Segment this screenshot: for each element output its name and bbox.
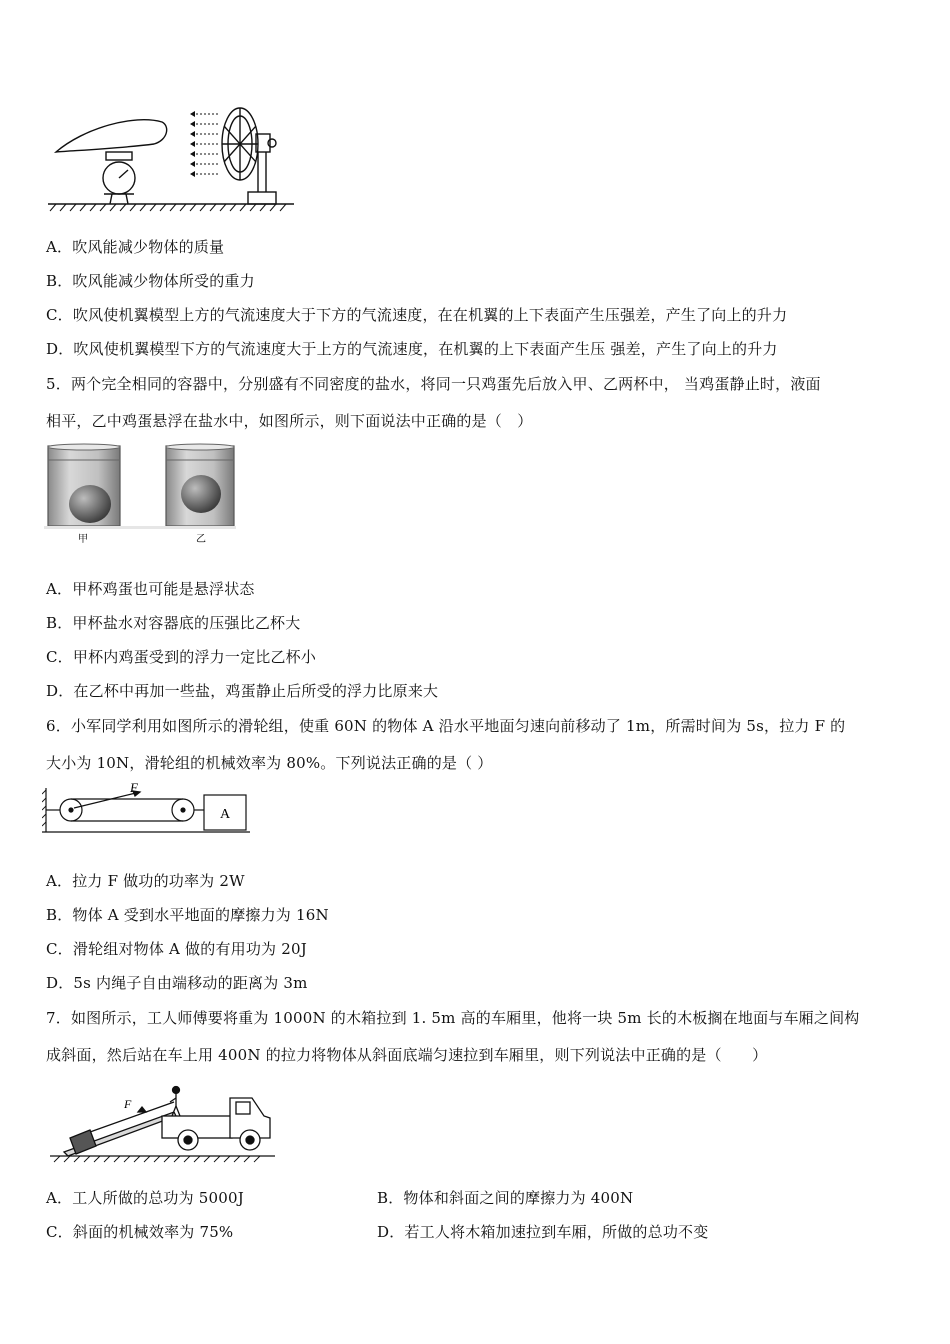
pulley-force-label: F — [130, 782, 138, 795]
q6-option-a: A．拉力 F 做功的功率为 2W — [46, 872, 245, 890]
q5-option-a: A．甲杯鸡蛋也可能是悬浮状态 — [46, 580, 255, 598]
q5-stem-line1: 5．两个完全相同的容器中，分别盛有不同密度的盐水，将同一只鸡蛋先后放入甲、乙两杯中， 当鸡蛋静止时，液面 — [46, 375, 821, 393]
q6-stem-line1: 6．小军同学利用如图所示的滑轮组，使重 60N 的物体 A 沿水平地面匀速向前移动了 1m，所需时间为 5s，拉力 F 的 — [46, 717, 846, 735]
beakers-egg-figure — [44, 442, 239, 547]
q7-stem-line1: 7．如图所示，工人师傅要将重为 1000N 的木箱拉到 1. 5m 高的车厢里，他将一块 5m 长的木板搁在地面与车厢之间构 — [46, 1009, 860, 1027]
q6-option-d: D．5s 内绳子自由端移动的距离为 3m — [46, 974, 308, 992]
q6-option-c: C．滑轮组对物体 A 做的有用功为 20J — [46, 940, 307, 958]
q6-stem-line2: 大小为 10N，滑轮组的机械效率为 80%。下列说法正确的是（ ） — [46, 754, 493, 772]
q4-option-d: D．吹风使机翼模型下方的气流速度大于上方的气流速度，在机翼的上下表面产生压 强差，产生了向上的升力 — [46, 340, 778, 358]
q7-stem-line2: 成斜面，然后站在车上用 400N 的拉力将物体从斜面底端匀速拉到车厢里，则下列说法中正确的是（ ） — [46, 1046, 768, 1064]
q7-option-b: B．物体和斜面之间的摩擦力为 400N — [377, 1189, 634, 1207]
beaker-label-jia: 甲 — [78, 534, 88, 545]
q7-option-a: A．工人所做的总功为 5000J — [46, 1189, 244, 1207]
q5-option-d: D．在乙杯中再加一些盐，鸡蛋静止后所受的浮力比原来大 — [46, 682, 439, 700]
beaker-yi — [166, 444, 234, 526]
q5-option-c: C．甲杯内鸡蛋受到的浮力一定比乙杯小 — [46, 648, 317, 666]
pulley-figure — [42, 782, 252, 837]
ramp-truck-figure — [50, 1080, 280, 1164]
ramp-force-label: F — [124, 1097, 132, 1111]
q7-option-d: D．若工人将木箱加速拉到车厢，所做的总功不变 — [377, 1223, 709, 1241]
q7-option-c: C．斜面的机械效率为 75% — [46, 1223, 234, 1241]
beaker-jia — [48, 444, 120, 526]
q4-option-c: C．吹风使机翼模型上方的气流速度大于下方的气流速度，在在机翼的上下表面产生压强差，产生了向上的升力 — [46, 306, 788, 324]
q4-option-a: A．吹风能减少物体的质量 — [46, 238, 225, 256]
wing-fan-figure — [44, 100, 299, 215]
pulley-block-label: A — [220, 807, 231, 822]
q5-option-b: B．甲杯盐水对容器底的压强比乙杯大 — [46, 614, 301, 632]
q5-stem-line2: 相平，乙中鸡蛋悬浮在盐水中，如图所示，则下面说法中正确的是（ ） — [46, 412, 533, 430]
q6-option-b: B．物体 A 受到水平地面的摩擦力为 16N — [46, 906, 329, 924]
q4-option-b: B．吹风能减少物体所受的重力 — [46, 272, 255, 290]
beaker-label-yi: 乙 — [196, 534, 206, 545]
